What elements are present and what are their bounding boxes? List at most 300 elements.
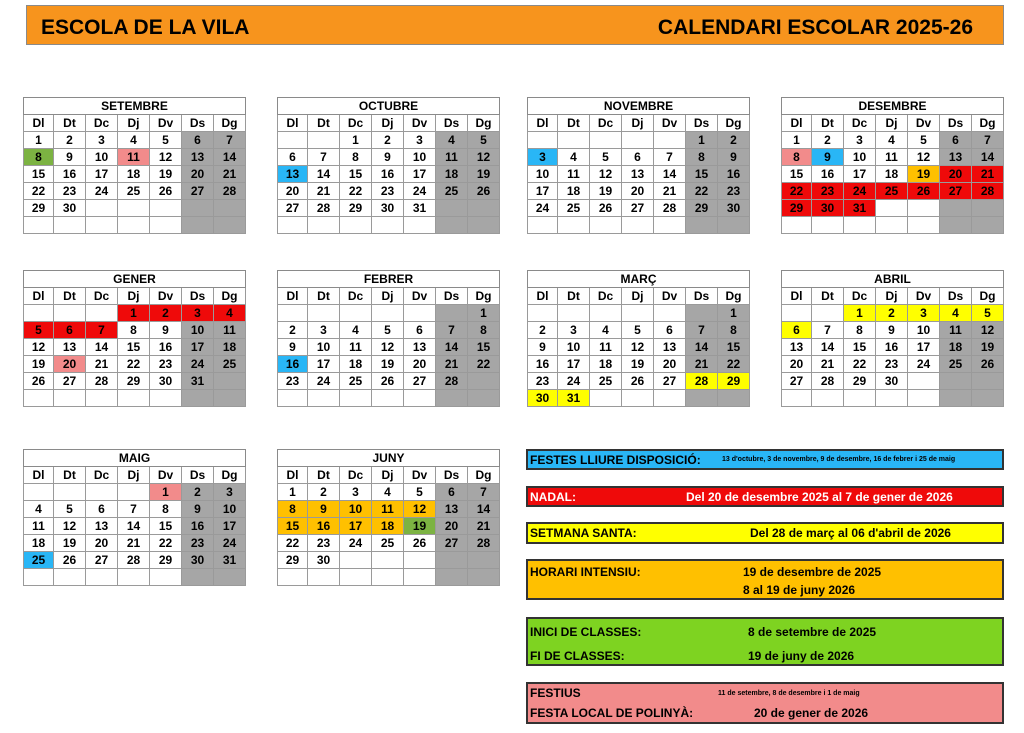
day-cell: 12 [590, 166, 622, 183]
empty-cell [436, 200, 468, 217]
empty-cell [182, 200, 214, 217]
weekday-header: Dv [404, 288, 436, 305]
day-cell: 4 [118, 132, 150, 149]
empty-cell [118, 390, 150, 407]
day-cell: 19 [150, 166, 182, 183]
day-cell: 29 [686, 200, 718, 217]
day-cell: 19 [908, 166, 940, 183]
day-cell: 27 [622, 200, 654, 217]
empty-cell [404, 569, 436, 586]
day-cell: 24 [528, 200, 558, 217]
day-cell: 19 [372, 356, 404, 373]
day-cell: 9 [528, 339, 558, 356]
day-cell: 8 [278, 501, 308, 518]
day-cell: 17 [908, 339, 940, 356]
day-cell: 8 [150, 501, 182, 518]
day-cell: 1 [844, 305, 876, 322]
empty-cell [812, 217, 844, 234]
day-cell: 26 [468, 183, 500, 200]
empty-cell [24, 305, 54, 322]
day-cell: 26 [54, 552, 86, 569]
day-cell: 14 [972, 149, 1004, 166]
empty-cell [150, 200, 182, 217]
day-cell: 5 [404, 484, 436, 501]
day-cell: 3 [404, 132, 436, 149]
weekday-header: Dv [150, 115, 182, 132]
day-cell: 5 [590, 149, 622, 166]
empty-cell [118, 200, 150, 217]
day-cell: 24 [558, 373, 590, 390]
day-cell: 20 [654, 356, 686, 373]
day-cell: 19 [54, 535, 86, 552]
day-cell: 3 [528, 149, 558, 166]
day-cell: 11 [876, 149, 908, 166]
day-cell: 4 [24, 501, 54, 518]
day-cell: 12 [372, 339, 404, 356]
empty-cell [654, 305, 686, 322]
month-name: SETEMBRE [24, 98, 246, 115]
day-cell: 17 [844, 166, 876, 183]
empty-cell [468, 390, 500, 407]
empty-cell [278, 132, 308, 149]
day-cell: 21 [214, 166, 246, 183]
weekday-header: Dc [340, 467, 372, 484]
day-cell: 24 [340, 535, 372, 552]
empty-cell [436, 305, 468, 322]
day-cell: 23 [528, 373, 558, 390]
day-cell: 6 [182, 132, 214, 149]
day-cell: 11 [940, 322, 972, 339]
day-cell: 23 [718, 183, 750, 200]
empty-cell [436, 390, 468, 407]
day-cell: 29 [118, 373, 150, 390]
day-cell: 6 [278, 149, 308, 166]
day-cell: 19 [404, 518, 436, 535]
day-cell: 9 [150, 322, 182, 339]
day-cell: 30 [528, 390, 558, 407]
weekday-header: Dc [844, 288, 876, 305]
day-cell: 21 [686, 356, 718, 373]
day-cell: 1 [718, 305, 750, 322]
day-cell: 22 [24, 183, 54, 200]
day-cell: 25 [372, 535, 404, 552]
weekday-header: Dj [118, 115, 150, 132]
weekday-header: Dj [118, 467, 150, 484]
day-cell: 21 [118, 535, 150, 552]
weekday-header: Dj [118, 288, 150, 305]
weekday-header: Dv [150, 467, 182, 484]
day-cell: 13 [782, 339, 812, 356]
day-cell: 5 [150, 132, 182, 149]
empty-cell [718, 390, 750, 407]
day-cell: 24 [908, 356, 940, 373]
empty-cell [654, 132, 686, 149]
month-name: FEBRER [278, 271, 500, 288]
day-cell: 22 [844, 356, 876, 373]
day-cell: 8 [844, 322, 876, 339]
empty-cell [404, 305, 436, 322]
weekday-header: Dj [372, 115, 404, 132]
day-cell: 17 [558, 356, 590, 373]
empty-cell [214, 373, 246, 390]
day-cell: 16 [54, 166, 86, 183]
day-cell: 15 [340, 166, 372, 183]
day-cell: 29 [278, 552, 308, 569]
month-table [781, 97, 1004, 234]
day-cell: 12 [150, 149, 182, 166]
day-cell: 21 [654, 183, 686, 200]
weekday-header: Dl [528, 288, 558, 305]
day-cell: 15 [278, 518, 308, 535]
legend-horari-intensiu [526, 559, 1004, 600]
day-cell: 15 [686, 166, 718, 183]
empty-cell [372, 552, 404, 569]
empty-cell [86, 217, 118, 234]
day-cell: 12 [972, 322, 1004, 339]
day-cell: 6 [54, 322, 86, 339]
day-cell: 15 [118, 339, 150, 356]
empty-cell [340, 390, 372, 407]
day-cell: 11 [24, 518, 54, 535]
day-cell: 17 [404, 166, 436, 183]
empty-cell [782, 390, 812, 407]
weekday-header: Dl [278, 288, 308, 305]
empty-cell [622, 305, 654, 322]
day-cell: 24 [214, 535, 246, 552]
empty-cell [972, 390, 1004, 407]
day-cell: 23 [278, 373, 308, 390]
day-cell: 21 [436, 356, 468, 373]
day-cell: 15 [844, 339, 876, 356]
day-cell: 4 [340, 322, 372, 339]
day-cell: 8 [782, 149, 812, 166]
day-cell: 26 [372, 373, 404, 390]
day-cell: 14 [654, 166, 686, 183]
weekday-header: Dj [876, 115, 908, 132]
day-cell: 1 [340, 132, 372, 149]
day-cell: 3 [908, 305, 940, 322]
day-cell: 27 [182, 183, 214, 200]
day-cell: 10 [214, 501, 246, 518]
empty-cell [876, 200, 908, 217]
empty-cell [844, 217, 876, 234]
day-cell: 2 [876, 305, 908, 322]
empty-cell [908, 390, 940, 407]
month-name: MARÇ [528, 271, 750, 288]
day-cell: 15 [24, 166, 54, 183]
day-cell: 6 [782, 322, 812, 339]
weekday-header: Dt [308, 115, 340, 132]
month-table [23, 97, 246, 234]
day-cell: 14 [214, 149, 246, 166]
empty-cell [86, 569, 118, 586]
day-cell: 21 [308, 183, 340, 200]
day-cell: 4 [214, 305, 246, 322]
day-cell: 30 [150, 373, 182, 390]
weekday-header: Dt [308, 467, 340, 484]
calendar-title: CALENDARI ESCOLAR 2025-26 [657, 16, 973, 39]
weekday-header: Dj [622, 115, 654, 132]
weekday-header: Ds [182, 467, 214, 484]
inici-classes-label: INICI DE CLASSES: [530, 625, 642, 639]
empty-cell [622, 132, 654, 149]
day-cell: 29 [24, 200, 54, 217]
day-cell: 16 [308, 518, 340, 535]
weekday-header: Dv [908, 288, 940, 305]
empty-cell [558, 305, 590, 322]
day-cell: 17 [308, 356, 340, 373]
day-cell: 17 [182, 339, 214, 356]
weekday-header: Dg [972, 115, 1004, 132]
day-cell: 10 [404, 149, 436, 166]
day-cell: 17 [340, 518, 372, 535]
empty-cell [24, 569, 54, 586]
day-cell: 29 [718, 373, 750, 390]
empty-cell [278, 305, 308, 322]
weekday-header: Dg [214, 115, 246, 132]
day-cell: 14 [86, 339, 118, 356]
day-cell: 13 [654, 339, 686, 356]
empty-cell [908, 373, 940, 390]
legend-festes-lliure [526, 449, 1004, 470]
weekday-header: Dg [214, 288, 246, 305]
weekday-header: Dl [782, 115, 812, 132]
festa-local-label: FESTA LOCAL DE POLINYÀ: [530, 706, 694, 720]
weekday-header: Dl [278, 467, 308, 484]
day-cell: 24 [86, 183, 118, 200]
empty-cell [468, 217, 500, 234]
empty-cell [558, 217, 590, 234]
empty-cell [812, 305, 844, 322]
day-cell: 30 [718, 200, 750, 217]
day-cell: 24 [404, 183, 436, 200]
month-table [23, 449, 246, 586]
day-cell: 2 [528, 322, 558, 339]
weekday-header: Dv [654, 288, 686, 305]
day-cell: 23 [372, 183, 404, 200]
day-cell: 13 [278, 166, 308, 183]
weekday-header: Dj [876, 288, 908, 305]
weekday-header: Ds [436, 467, 468, 484]
empty-cell [308, 569, 340, 586]
weekday-header: Dc [86, 115, 118, 132]
weekday-header: Dc [86, 288, 118, 305]
empty-cell [468, 569, 500, 586]
empty-cell [182, 569, 214, 586]
weekday-header: Dj [372, 288, 404, 305]
empty-cell [436, 217, 468, 234]
day-cell: 31 [182, 373, 214, 390]
day-cell: 18 [118, 166, 150, 183]
day-cell: 6 [436, 484, 468, 501]
day-cell: 27 [436, 535, 468, 552]
weekday-header: Dc [340, 115, 372, 132]
day-cell: 19 [468, 166, 500, 183]
empty-cell [150, 569, 182, 586]
day-cell: 30 [812, 200, 844, 217]
empty-cell [876, 217, 908, 234]
weekday-header: Dc [590, 288, 622, 305]
day-cell: 13 [182, 149, 214, 166]
day-cell: 17 [86, 166, 118, 183]
weekday-header: Ds [686, 115, 718, 132]
day-cell: 17 [214, 518, 246, 535]
weekday-header: Dc [340, 288, 372, 305]
day-cell: 18 [436, 166, 468, 183]
day-cell: 15 [468, 339, 500, 356]
day-cell: 5 [24, 322, 54, 339]
empty-cell [654, 390, 686, 407]
day-cell: 22 [278, 535, 308, 552]
school-name: ESCOLA DE LA VILA [41, 16, 250, 39]
day-cell: 6 [654, 322, 686, 339]
day-cell: 2 [718, 132, 750, 149]
weekday-header: Dv [908, 115, 940, 132]
day-cell: 22 [150, 535, 182, 552]
day-cell: 25 [118, 183, 150, 200]
weekday-header: Dg [468, 467, 500, 484]
empty-cell [54, 217, 86, 234]
empty-cell [940, 217, 972, 234]
day-cell: 13 [622, 166, 654, 183]
weekday-header: Dv [150, 288, 182, 305]
day-cell: 18 [340, 356, 372, 373]
empty-cell [908, 200, 940, 217]
day-cell: 10 [308, 339, 340, 356]
empty-cell [278, 390, 308, 407]
fi-classes-label: FI DE CLASSES: [530, 649, 625, 663]
day-cell: 7 [812, 322, 844, 339]
day-cell: 18 [214, 339, 246, 356]
empty-cell [372, 390, 404, 407]
day-cell: 15 [718, 339, 750, 356]
day-cell: 10 [844, 149, 876, 166]
empty-cell [54, 484, 86, 501]
empty-cell [118, 217, 150, 234]
day-cell: 19 [590, 183, 622, 200]
weekday-header: Ds [436, 288, 468, 305]
day-cell: 14 [468, 501, 500, 518]
day-cell: 2 [54, 132, 86, 149]
weekday-header: Dg [214, 467, 246, 484]
day-cell: 2 [278, 322, 308, 339]
day-cell: 6 [404, 322, 436, 339]
day-cell: 22 [718, 356, 750, 373]
day-cell: 8 [468, 322, 500, 339]
day-cell: 24 [844, 183, 876, 200]
day-cell: 25 [436, 183, 468, 200]
day-cell: 18 [558, 183, 590, 200]
empty-cell [308, 217, 340, 234]
day-cell: 8 [24, 149, 54, 166]
day-cell: 16 [150, 339, 182, 356]
empty-cell [718, 217, 750, 234]
day-cell: 12 [54, 518, 86, 535]
empty-cell [54, 305, 86, 322]
day-cell: 7 [654, 149, 686, 166]
day-cell: 11 [590, 339, 622, 356]
day-cell: 27 [940, 183, 972, 200]
fi-classes-value: 19 de juny de 2026 [748, 649, 855, 663]
day-cell: 26 [908, 183, 940, 200]
month-name: DESEMBRE [782, 98, 1004, 115]
day-cell: 31 [214, 552, 246, 569]
empty-cell [528, 132, 558, 149]
day-cell: 1 [24, 132, 54, 149]
day-cell: 8 [718, 322, 750, 339]
day-cell: 12 [468, 149, 500, 166]
empty-cell [686, 305, 718, 322]
day-cell: 31 [558, 390, 590, 407]
empty-cell [372, 569, 404, 586]
day-cell: 5 [54, 501, 86, 518]
empty-cell [782, 305, 812, 322]
empty-cell [24, 390, 54, 407]
day-cell: 26 [150, 183, 182, 200]
legend-classes [526, 617, 1004, 666]
day-cell: 5 [468, 132, 500, 149]
day-cell: 9 [54, 149, 86, 166]
day-cell: 28 [972, 183, 1004, 200]
empty-cell [150, 217, 182, 234]
empty-cell [54, 390, 86, 407]
nadal-value: Del 20 de desembre 2025 al 7 de gener de 2026 [686, 490, 953, 504]
day-cell: 12 [24, 339, 54, 356]
day-cell: 30 [308, 552, 340, 569]
day-cell: 23 [812, 183, 844, 200]
empty-cell [468, 552, 500, 569]
day-cell: 26 [972, 356, 1004, 373]
empty-cell [24, 484, 54, 501]
day-cell: 12 [622, 339, 654, 356]
month-table [277, 449, 500, 586]
empty-cell [340, 305, 372, 322]
day-cell: 16 [372, 166, 404, 183]
empty-cell [214, 390, 246, 407]
day-cell: 23 [876, 356, 908, 373]
day-cell: 14 [436, 339, 468, 356]
day-cell: 4 [436, 132, 468, 149]
day-cell: 27 [782, 373, 812, 390]
day-cell: 29 [844, 373, 876, 390]
day-cell: 4 [876, 132, 908, 149]
month-name: JUNY [278, 450, 500, 467]
day-cell: 25 [876, 183, 908, 200]
day-cell: 18 [876, 166, 908, 183]
festes-lliure-label: FESTES LLIURE DISPOSICIÓ: [530, 453, 701, 467]
day-cell: 25 [214, 356, 246, 373]
day-cell: 20 [782, 356, 812, 373]
weekday-header: Dv [404, 467, 436, 484]
day-cell: 27 [86, 552, 118, 569]
day-cell: 21 [86, 356, 118, 373]
day-cell: 9 [278, 339, 308, 356]
empty-cell [528, 305, 558, 322]
day-cell: 27 [404, 373, 436, 390]
day-cell: 16 [278, 356, 308, 373]
day-cell: 9 [718, 149, 750, 166]
weekday-header: Dc [590, 115, 622, 132]
day-cell: 1 [468, 305, 500, 322]
day-cell: 16 [528, 356, 558, 373]
empty-cell [340, 217, 372, 234]
empty-cell [590, 132, 622, 149]
legend-festius [526, 682, 1004, 724]
empty-cell [340, 552, 372, 569]
weekday-header: Dj [372, 467, 404, 484]
month-name: OCTUBRE [278, 98, 500, 115]
weekday-header: Dg [972, 288, 1004, 305]
